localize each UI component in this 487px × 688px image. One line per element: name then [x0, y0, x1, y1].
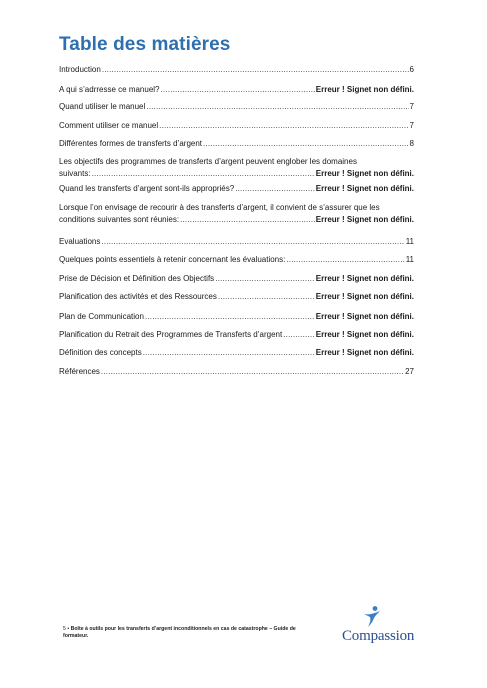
- toc-entry[interactable]: [59, 156, 414, 180]
- toc-entry-page-number: 6: [409, 65, 414, 74]
- toc-entry-label: Différentes formes de transferts d’argent: [59, 139, 203, 148]
- toc-entry[interactable]: [59, 254, 414, 266]
- toc-entry[interactable]: [59, 183, 414, 195]
- toc-entry-label: Définition des concepts: [59, 348, 142, 357]
- toc-leader-dots: [161, 84, 315, 96]
- toc-entry-bookmark-error: Erreur ! Signet non défini.: [315, 184, 414, 193]
- toc-entry-bookmark-error: Erreur ! Signet non défini.: [315, 169, 414, 178]
- toc-entry-label: Evaluations: [59, 237, 101, 246]
- toc-leader-dots: [143, 347, 315, 359]
- toc-entry-page-number: 8: [409, 139, 414, 148]
- toc-leader-dots: [159, 120, 408, 132]
- toc-entry-bookmark-error: Erreur ! Signet non défini.: [315, 330, 414, 339]
- toc-entry[interactable]: [59, 273, 414, 285]
- toc-entry-bookmark-error: Erreur ! Signet non défini.: [315, 215, 414, 224]
- footer-bullet: •: [67, 626, 70, 632]
- toc-entry-line: [59, 101, 414, 113]
- toc-entry-page-number: 7: [409, 121, 414, 130]
- compassion-logo: [342, 605, 420, 645]
- toc-entry-page-number: 11: [405, 237, 414, 246]
- toc-entry-label: A qui s’adrresse ce manuel?: [59, 85, 160, 94]
- toc-entry-label: Quand les transferts d’argent sont-ils appropriés?: [59, 184, 235, 193]
- toc-leader-dots: [286, 254, 404, 266]
- toc-entry-line: [59, 214, 414, 226]
- toc-entry[interactable]: [59, 202, 414, 226]
- toc-entry-bookmark-error: Erreur ! Signet non défini.: [315, 348, 414, 357]
- toc-entry[interactable]: [59, 347, 414, 359]
- toc-leader-dots: [218, 291, 315, 303]
- toc-entry-line: [59, 84, 414, 96]
- toc-entry-bookmark-error: Erreur ! Signet non défini.: [315, 292, 414, 301]
- toc-entry-label-first-line: Lorsque l’on envisage de recourir à des transferts d’argent, il convient de s’assurer que les: [59, 203, 380, 212]
- toc-entry-label: suivants:: [59, 169, 91, 178]
- toc-entry-line: [59, 138, 414, 150]
- toc-entry-line: [59, 329, 414, 341]
- toc-leader-dots: [146, 101, 408, 113]
- toc-entry-label-first-line: Les objectifs des programmes de transferts d’argent peuvent englober les domaines: [59, 157, 357, 166]
- toc-entry[interactable]: [59, 120, 414, 132]
- toc-leader-dots: [215, 273, 315, 285]
- toc-entry-label: Plan de Communication: [59, 312, 144, 321]
- toc-entry[interactable]: [59, 291, 414, 303]
- toc-entry-label: Références: [59, 367, 100, 376]
- toc-entry-line: [59, 64, 414, 76]
- toc-entry[interactable]: [59, 329, 414, 341]
- toc-entry-line: [59, 254, 414, 266]
- toc-leader-dots: [101, 236, 404, 248]
- footer-text: Boîte à outils pour les transferts d’argent inconditionnels en cas de catastrophe – Guide de formateur.: [63, 626, 296, 639]
- toc-leader-dots: [102, 64, 409, 76]
- toc-entry-line: [59, 236, 414, 248]
- toc-entry-line: [59, 311, 414, 323]
- toc-entry-line: [59, 168, 414, 180]
- footer: [63, 626, 303, 640]
- toc-entry-label: Prise de Décision et Définition des Objectifs: [59, 274, 215, 283]
- toc-entry-line: [59, 183, 414, 195]
- toc-entry-bookmark-error: Erreur ! Signet non défini.: [315, 274, 414, 283]
- toc-entry-label: Comment utiliser ce manuel: [59, 121, 159, 130]
- toc-entry[interactable]: [59, 236, 414, 248]
- toc-entry[interactable]: [59, 138, 414, 150]
- toc-entry-page-number: 27: [405, 367, 414, 376]
- toc-entry-label: Introduction: [59, 65, 101, 74]
- toc-entry[interactable]: [59, 101, 414, 113]
- toc-leader-dots: [235, 183, 315, 195]
- toc-entry-page-number: 7: [409, 102, 414, 111]
- toc-entry-page-number: 11: [405, 255, 414, 264]
- toc-entry[interactable]: [59, 64, 414, 76]
- toc-entry-line: [59, 291, 414, 303]
- toc-entry[interactable]: [59, 366, 414, 378]
- toc-entry-line: [59, 347, 414, 359]
- toc-entry-label: conditions suivantes sont réunies:: [59, 215, 180, 224]
- toc-entry[interactable]: [59, 311, 414, 323]
- toc-entry-label: Quelques points essentiels à retenir concernant les évaluations:: [59, 255, 286, 264]
- toc-entry-line: [59, 120, 414, 132]
- toc-entry-bookmark-error: Erreur ! Signet non défini.: [315, 312, 414, 321]
- toc-entry-line: [59, 273, 414, 285]
- toc-entry-bookmark-error: Erreur ! Signet non défini.: [315, 85, 414, 94]
- toc-entry-label: Quand utiliser le manuel: [59, 102, 146, 111]
- toc-leader-dots: [283, 329, 315, 341]
- toc-leader-dots: [203, 138, 409, 150]
- toc-leader-dots: [145, 311, 315, 323]
- toc-entry-label: Planification du Retrait des Programmes de Transferts d’argent: [59, 330, 283, 339]
- compassion-figure-icon: [360, 605, 384, 629]
- toc-entry-label: Planification des activités et des Ressources: [59, 292, 217, 301]
- toc-leader-dots: [101, 366, 404, 378]
- logo-wordmark: Compassion: [342, 628, 415, 644]
- footer-page-number: 5: [63, 626, 66, 632]
- toc-leader-dots: [180, 214, 315, 226]
- toc-leader-dots: [92, 168, 315, 180]
- toc-entry[interactable]: [59, 84, 414, 96]
- page-title: Table des matières: [59, 34, 231, 55]
- toc-entry-line: [59, 366, 414, 378]
